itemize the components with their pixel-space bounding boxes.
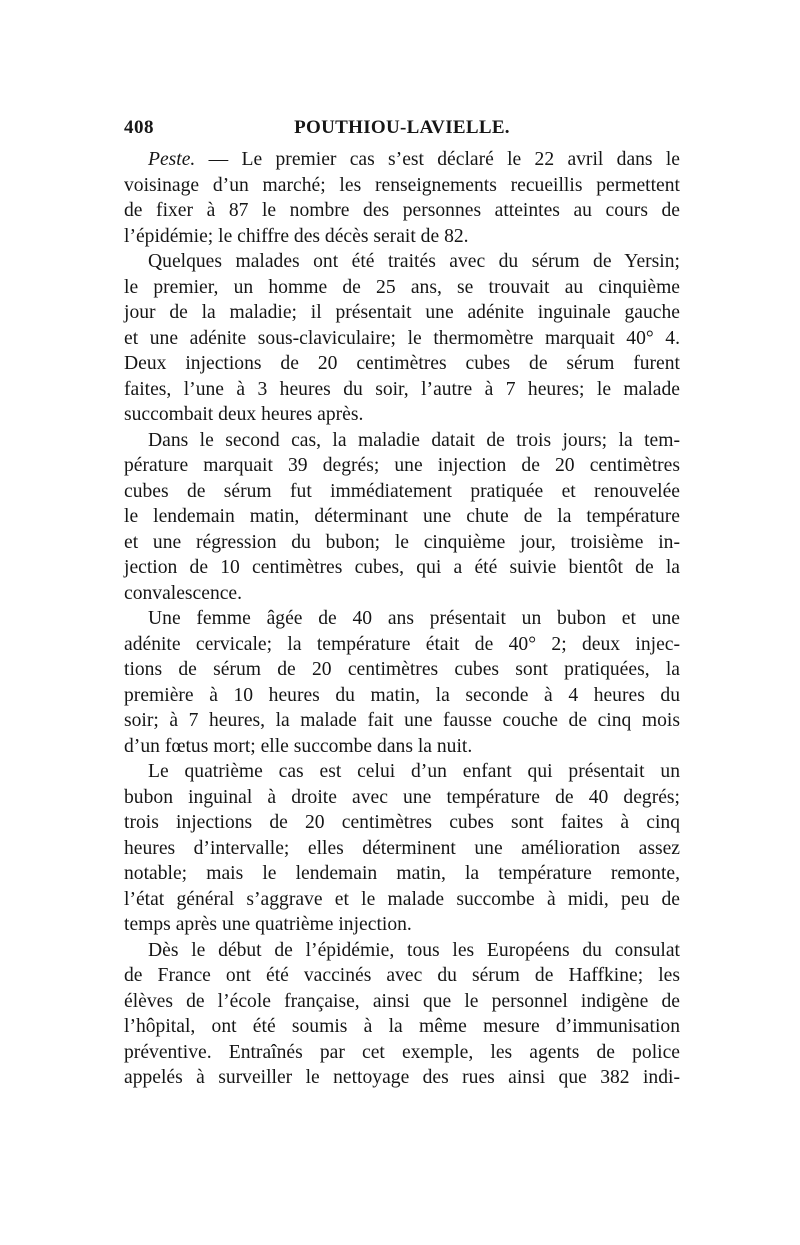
body-text — [124, 147, 680, 1091]
text-line: première à 10 heures du matin, la seconde à 4 heures du — [124, 684, 680, 706]
text-line: Dès le début de l’épidémie, tous les Européens du consulat — [148, 939, 680, 961]
text-line: Une femme âgée de 40 ans présentait un bubon et une — [148, 608, 680, 629]
text-line: et une adénite sous-claviculaire; le thermomètre marquait 40° 4. — [124, 327, 680, 349]
page-number: 408 — [124, 117, 154, 138]
text-line: notable; mais le lendemain matin, la température remonte, — [124, 863, 680, 884]
text-line: Quelques malades ont été traités avec du sérum de Yersin; — [148, 251, 680, 272]
paragraph-vaccination — [124, 938, 680, 1091]
text-line: le lendemain matin, déterminant une chute de la température — [124, 506, 680, 527]
text-line: l’épidémie; le chiffre des décès serait de 82. — [124, 225, 469, 247]
text-line: Dans le second cas, la maladie datait de trois jours; la tem- — [148, 429, 680, 451]
text-line: Deux injections de 20 centimètres cubes de sérum furent — [124, 353, 680, 374]
text-line — [124, 147, 680, 173]
text-line: et une régression du bubon; le cinquième jour, troisième in- — [124, 531, 680, 553]
text-line-content: — Le premier cas s’est déclaré le 22 avril dans le — [195, 149, 680, 170]
text-line: cubes de sérum fut immédiatement pratiquée et renouvelée — [124, 480, 680, 502]
running-header — [124, 117, 680, 141]
paragraph-fourth-case — [124, 759, 680, 938]
text-line: élèves de l’école française, ainsi que le personnel indigène de — [124, 990, 680, 1012]
text-line: temps après une quatrième injection. — [124, 914, 412, 935]
paragraph-first-case — [124, 249, 680, 428]
text-line: voisinage d’un marché; les renseignements recueillis permettent — [124, 174, 680, 196]
text-line: appelés à surveiller le nettoyage des rues ainsi que 382 indi- — [124, 1067, 680, 1088]
text-line: jection de 10 centimètres cubes, qui a été suivie bientôt de la — [124, 557, 680, 578]
text-line: convalescence. — [124, 582, 243, 604]
text-line: d’un fœtus mort; elle succombe dans la nuit. — [124, 735, 473, 757]
text-line: soir; à 7 heures, la malade fait une fausse couche de cinq mois — [124, 710, 680, 731]
text-line: succombait deux heures après. — [124, 404, 364, 425]
text-line: Le quatrième cas est celui d’un enfant qui présentait un — [148, 761, 680, 782]
text-line: l’hôpital, ont été soumis à la même mesure d’immunisation — [124, 1016, 680, 1037]
text-line: de fixer à 87 le nombre des personnes atteintes au cours de — [124, 200, 680, 221]
text-line: adénite cervicale; la température était de 40° 2; deux injec- — [124, 633, 680, 655]
text-line: faites, l’une à 3 heures du soir, l’autre à 7 heures; le malade — [124, 378, 680, 400]
text-line: pérature marquait 39 degrés; une injection de 20 centimètres — [124, 455, 680, 476]
paragraph-plague-intro — [124, 147, 680, 249]
text-line: le premier, un homme de 25 ans, se trouvait au cinquième — [124, 276, 680, 298]
text-line: préventive. Entraînés par cet exemple, les agents de police — [124, 1041, 680, 1063]
text-line: jour de la maladie; il présentait une adénite inguinale gauche — [124, 302, 680, 323]
text-line: heures d’intervalle; elles déterminent une amélioration assez — [124, 837, 680, 859]
text-line: l’état général s’aggrave et le malade succombe à midi, peu de — [124, 888, 680, 910]
paragraph-second-case — [124, 428, 680, 607]
running-title: POUTHIOU-LAVIELLE. — [294, 117, 510, 138]
text-line: tions de sérum de 20 centimètres cubes sont pratiquées, la — [124, 659, 680, 680]
text-line: de France ont été vaccinés avec du sérum de Haffkine; les — [124, 965, 680, 986]
paragraph-third-case — [124, 606, 680, 759]
text-line: bubon inguinal à droite avec une température de 40 degrés; — [124, 786, 680, 808]
paragraph-lead-word: Peste. — [148, 149, 196, 170]
text-line: trois injections de 20 centimètres cubes sont faites à cinq — [124, 812, 680, 833]
